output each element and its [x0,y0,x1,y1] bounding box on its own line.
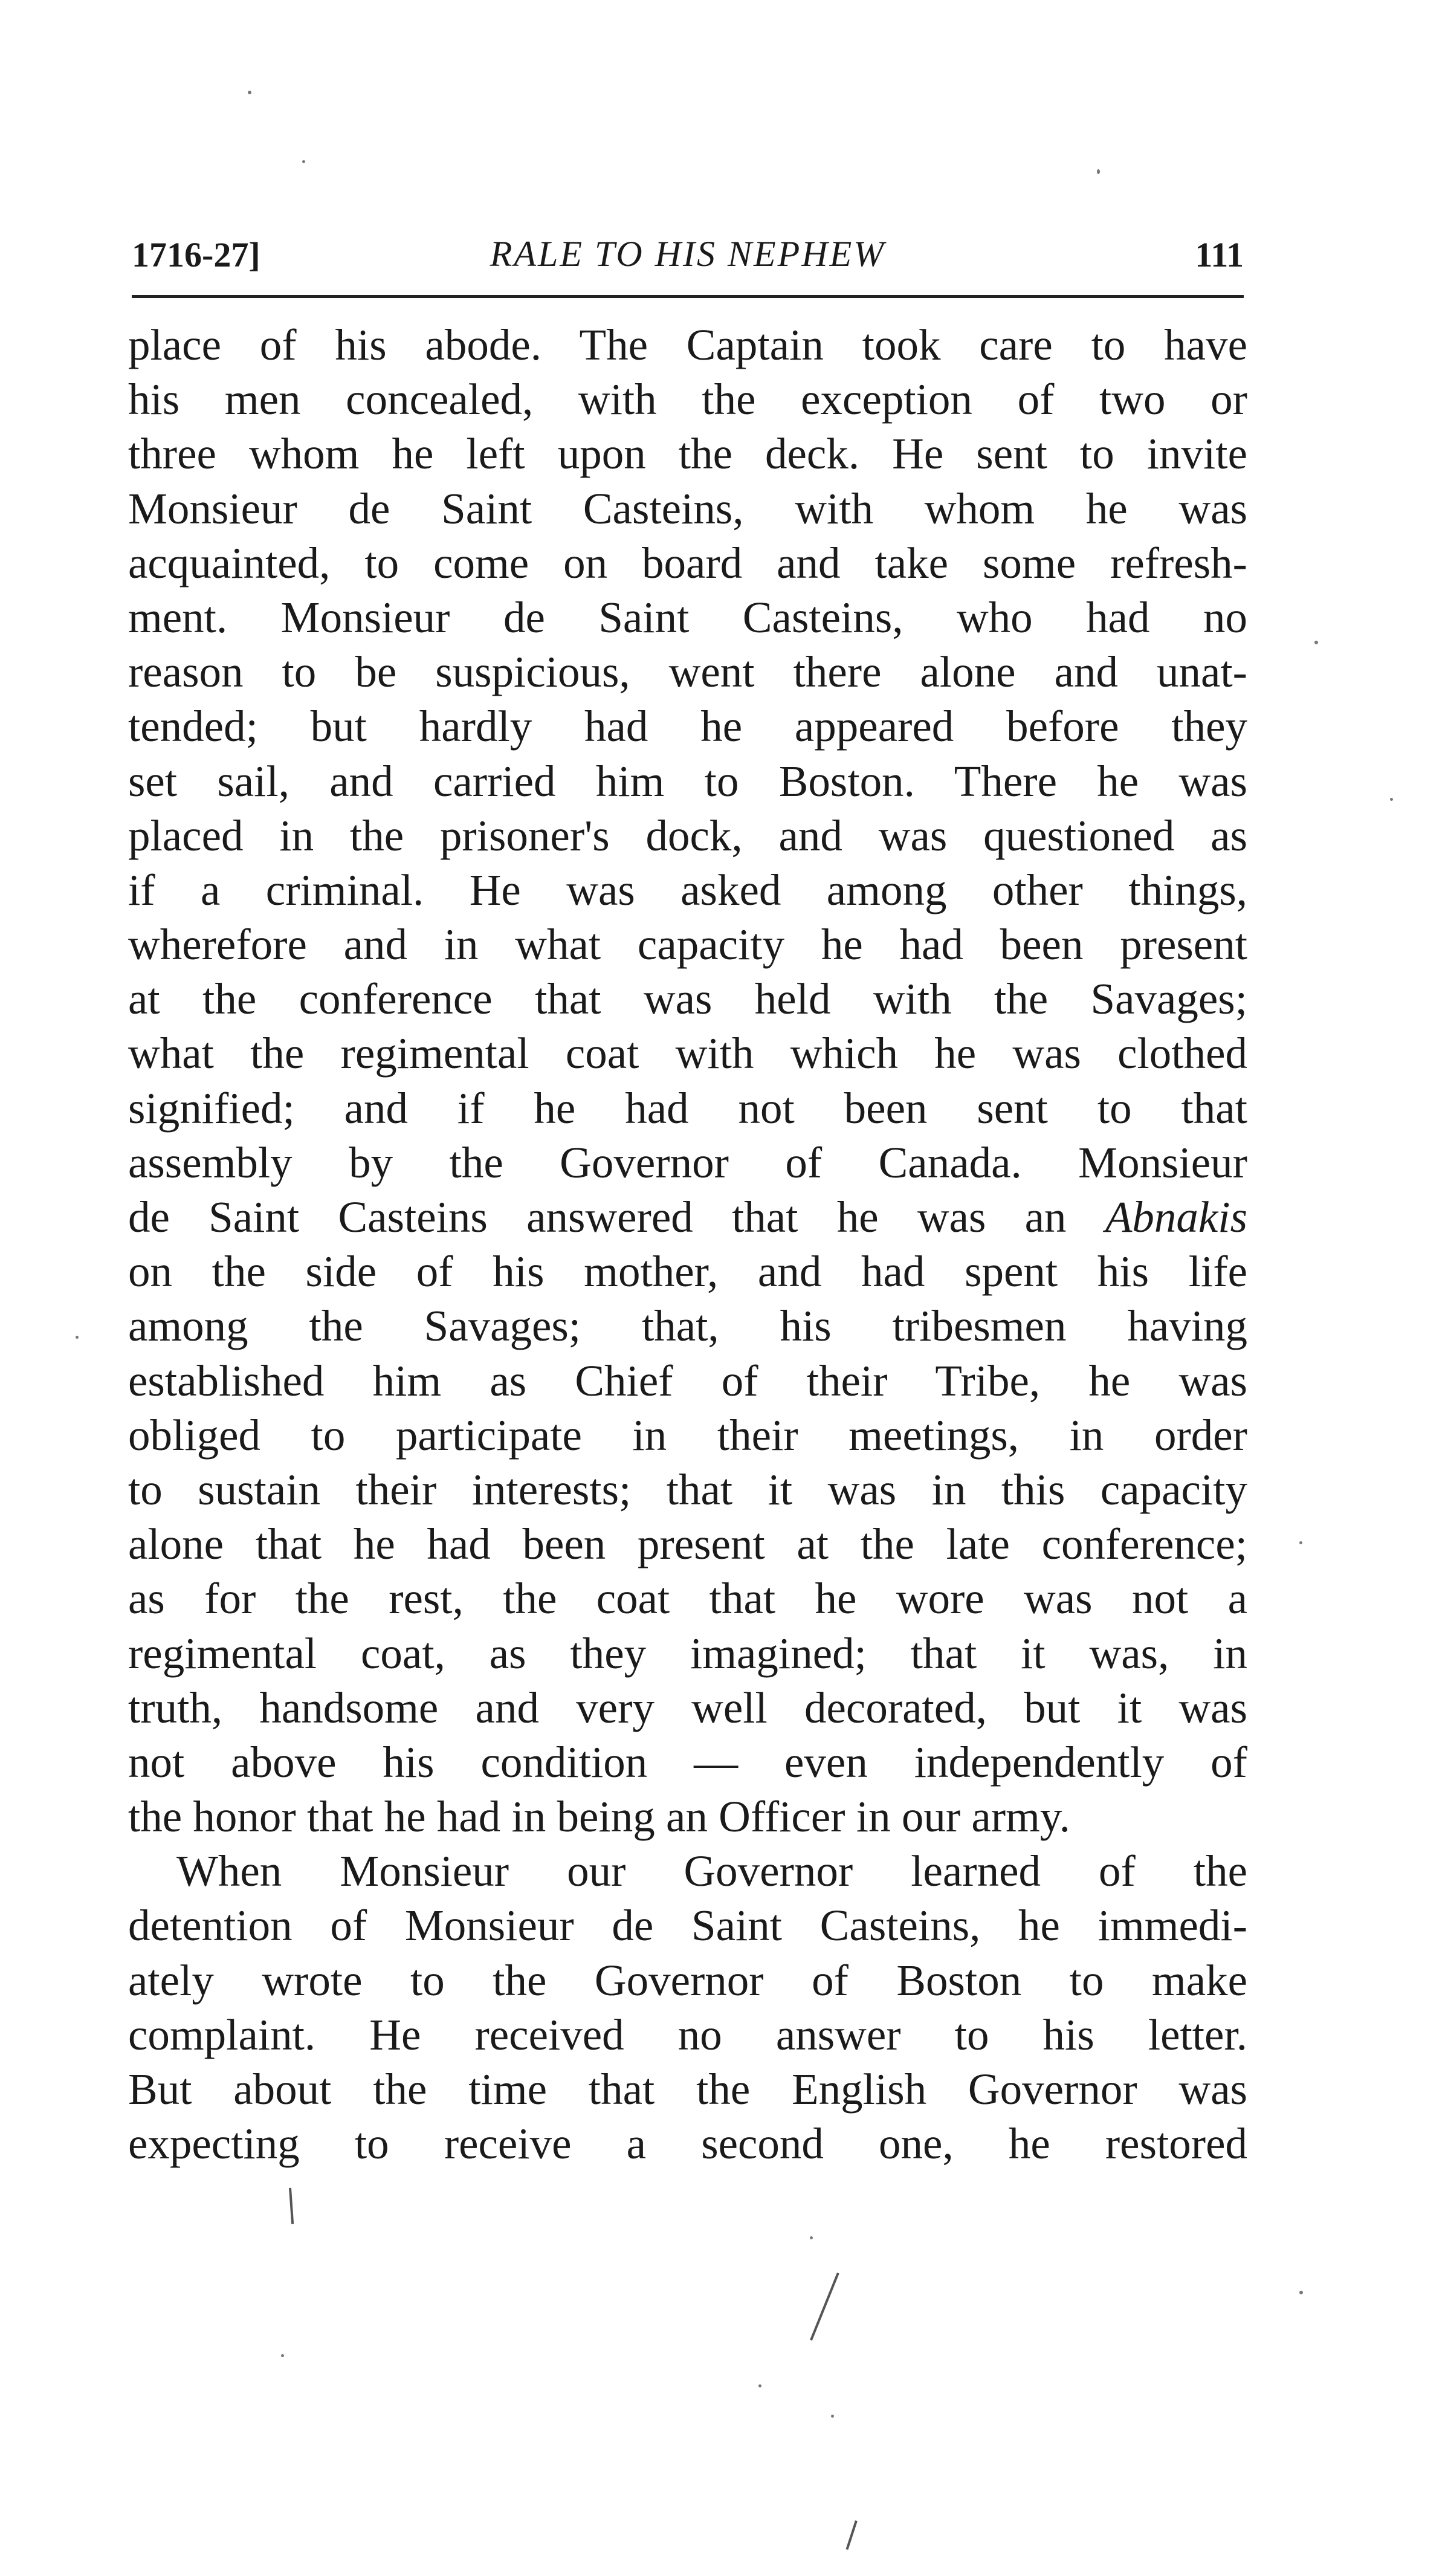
text-line: But about the time that the English Governor was [128,2065,1247,2114]
text-line: obliged to participate in their meetings, in order [128,1410,1247,1460]
text-line: ately wrote to the Governor of Boston to make [128,1955,1247,2005]
text-line: regimental coat, as they imagined; that it was, in [128,1628,1247,1678]
scan-speck [1299,2291,1303,2294]
scan-speck [1299,1541,1302,1544]
text-line: complaint. He received no answer to his letter. [128,2010,1247,2059]
italic-word-abnakis: Abnakis [1105,1193,1247,1241]
text-line: his men concealed, with the exception of two or [128,375,1247,424]
scan-stroke-mark [289,2188,294,2224]
scan-speck [758,2384,761,2387]
text-line: When Monsieur our Governor learned of the [176,1846,1247,1896]
text-line: truth, handsome and very well decorated, but it was [128,1683,1247,1732]
text-line: three whom he left upon the deck. He sent to invite [128,429,1247,479]
text-line: if a criminal. He was asked among other things, [128,865,1247,914]
scan-speck [810,2236,813,2239]
text-line: signified; and if he had not been sent to that [128,1083,1247,1133]
body-text [128,318,1247,2171]
scan-speck [1097,169,1100,174]
text-line: set sail, and carried him to Boston. There he was [128,756,1247,806]
text-line: alone that he had been present at the late conference; [128,1519,1247,1569]
page-number: 111 [1195,235,1244,274]
text-line: wherefore and in what capacity he had been present [128,920,1247,969]
text-line: detention of Monsieur de Saint Casteins, he immedi- [128,1901,1247,1950]
text-line: placed in the prisoner's dock, and was questioned as [128,811,1247,860]
text-line: not above his condition — even independently of [128,1737,1247,1787]
text-line: as for the rest, the coat that he wore was not a [128,1574,1247,1623]
scan-speck [831,2415,834,2418]
header-rule [132,295,1244,298]
text-line: place of his abode. The Captain took care to have [128,320,1247,369]
text-line-with-italic [128,1190,1247,1244]
scan-speck [302,160,305,163]
scan-stroke-mark [810,2273,839,2341]
scan-speck [1390,798,1393,801]
scan-speck [1314,641,1318,644]
text-segment: de Saint Casteins answered that he was an [128,1193,1105,1241]
text-line: established him as Chief of their Tribe, he was [128,1356,1247,1405]
text-line: the honor that he had in being an Officer in our army. [128,1792,1070,1842]
text-line: among the Savages; that, his tribesmen having [128,1301,1247,1351]
scan-speck [281,2354,284,2357]
text-line: tended; but hardly had he appeared before they [128,702,1247,751]
text-line: on the side of his mother, and had spent his life [128,1247,1247,1296]
running-head [132,228,1244,283]
text-line: at the conference that was held with the Savages; [128,974,1247,1024]
scan-stroke-mark [846,2520,858,2550]
running-head-title: RALE TO HIS NEPHEW [490,234,886,274]
scan-speck [76,1336,79,1339]
text-line: acquainted, to come on board and take some refresh- [128,538,1247,587]
text-line: ment. Monsieur de Saint Casteins, who had no [128,592,1247,642]
text-line: reason to be suspicious, went there alone and unat- [128,647,1247,697]
text-line: expecting to receive a second one, he restored [128,2119,1247,2169]
text-line: to sustain their interests; that it was in this capacity [128,1464,1247,1514]
text-line: assembly by the Governor of Canada. Monsieur [128,1138,1247,1187]
running-head-date-range: 1716-27] [132,235,260,274]
text-line: what the regimental coat with which he was clothed [128,1029,1247,1078]
text-line: Monsieur de Saint Casteins, with whom he was [128,484,1247,533]
scan-speck [248,91,251,94]
